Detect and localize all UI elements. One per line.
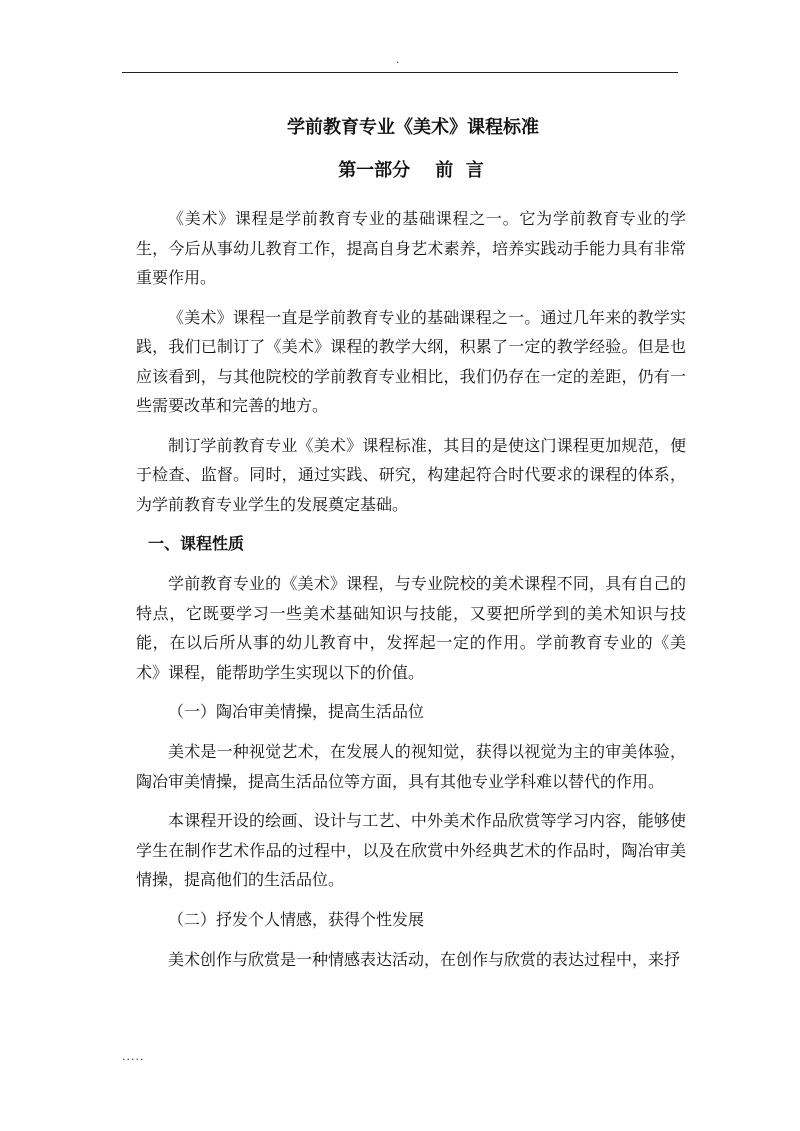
- course-nature-paragraph: 学前教育专业的《美术》课程，与专业院校的美术课程不同，具有自己的特点，它既要学习一些美术基础知识与技能，又要把所学到的美术知识与技能，在以后所从事的幼儿教育中，发挥起一定的作用。学前教育专业的《美术》课程，能帮助学生实现以下的价值。: [136, 574, 686, 682]
- part-title: 第一部分 前 言: [338, 160, 484, 181]
- header-mark: .: [396, 55, 400, 66]
- aesthetic-paragraph-1: 美术是一种视觉艺术，在发展人的视知觉，获得以视觉为主的审美体验，陶冶审美情操，提高生活品位等方面，具有其他专业学科难以替代的作用。: [136, 742, 686, 791]
- subsection-heading-emotion: （二）抒发个人情感，获得个性发展: [168, 909, 425, 929]
- document-body: [136, 112, 686, 984]
- aesthetic-paragraph-2: 本课程开设的绘画、设计与工艺、中外美术作品欣赏等学习内容，能够使学生在制作艺术作品的过程中，以及在欣赏中外经典艺术的作品时，陶冶审美情操，提高他们的生活品位。: [136, 811, 686, 889]
- header-rule: [122, 72, 678, 73]
- footer-mark: .....: [122, 1050, 145, 1063]
- intro-paragraph-3: 制订学前教育专业《美术》课程标准，其目的是使这门课程更加规范，便于检查、监督。同时，通过实践、研究，构建起符合时代要求的课程的体系，为学前教育专业学生的发展奠定基础。: [136, 435, 686, 514]
- intro-paragraph-2: 《美术》课程一直是学前教育专业的基础课程之一。通过几年来的教学实践，我们已制订了《美术》课程的教学大纲，积累了一定的教学经验。但是也应该看到，与其他院校的学前教育专业相比，我们仍存在一定的差距，仍有一些需要改革和完善的地方。: [136, 307, 686, 415]
- document-title: 学前教育专业《美术》课程标准: [287, 117, 539, 138]
- intro-paragraph-1: 《美术》课程是学前教育专业的基础课程之一。它为学前教育专业的学生，今后从事幼儿教育工作，提高自身艺术素养，培养实践动手能力具有非常重要作用。: [136, 209, 686, 287]
- section-heading-course-nature: 一、课程性质: [148, 534, 245, 553]
- emotion-paragraph: 美术创作与欣赏是一种情感表达活动，在创作与欣赏的表达过程中，来抒: [168, 949, 681, 969]
- subsection-heading-aesthetic: （一）陶冶审美情操，提高生活品位: [168, 702, 425, 721]
